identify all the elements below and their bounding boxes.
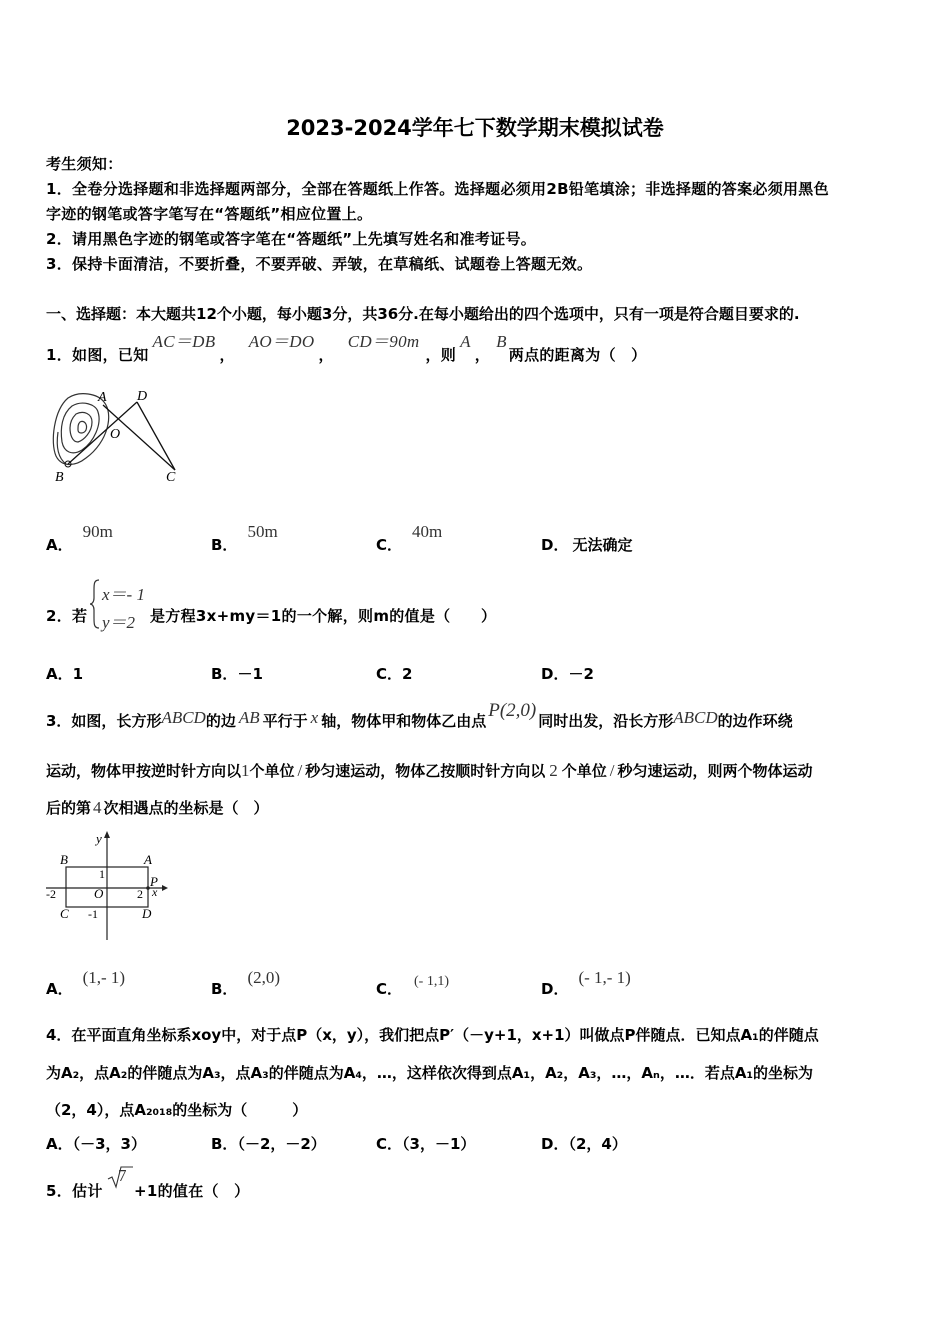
q3-text: 秒匀速运动，物体乙按顺时针方向以 [305,762,546,780]
q3-text: 同时出发，沿长方形 [538,712,674,730]
option-label: B． [211,536,238,554]
q4-option-b[interactable] [211,1133,326,1154]
q1-sep: ，则 [425,346,457,364]
q3-option-a[interactable] [46,968,126,999]
q3-figure [44,826,169,944]
option-value: (- 1,1) [414,974,450,989]
q1-stem [46,332,647,365]
fig-label-o: O [94,886,104,901]
option-label: B． [211,980,238,998]
q1-option-a[interactable] [46,522,113,555]
q2-system-line1: x＝- 1 [102,585,145,604]
option-value: －1 [237,665,263,683]
notice-item: 2．请用黑色字迹的钢笔或答字笔在“答题纸”上先填写姓名和准考证号。 [46,230,537,248]
q3-math: AB [238,708,260,727]
q1-suffix: 两点的距离为（ ） [508,346,647,364]
fig-label-a: A [144,852,152,867]
q1-sep: ， [474,346,491,364]
q1-math: B [496,332,507,351]
fig-label-o: O [110,427,121,442]
fig-label-c: C [60,906,69,921]
option-label: B． [211,665,238,683]
q1-option-d[interactable] [541,534,632,555]
q5-prefix: 5．估计 [46,1182,103,1200]
option-label: A． [46,665,73,683]
fig-label-b: B [55,470,64,485]
option-value: 1 [72,665,84,683]
q3-math: ABCD [673,708,718,727]
fig-label-b: B [60,852,68,867]
q5-suffix: +1的值在（ ） [134,1182,250,1200]
q3-text: 平行于 [262,712,308,730]
q1-option-b[interactable] [211,522,278,555]
q3-line1 [46,700,793,732]
q3-line3 [46,797,269,818]
q2-suffix: 是方程3x+my＝1的一个解，则m的值是（ ） [150,607,497,625]
x-axis-arrow-icon [162,885,168,891]
q1-math: A [460,332,471,351]
q2-option-c[interactable] [376,663,412,684]
option-label: B． [211,1135,238,1153]
q4-line: 4．在平面直角坐标系xoy中，对于点P（x，y），我们把点P′（－y+1，x+1）叫做点P伴随点．已知点A₁的伴随点 [46,1026,819,1044]
q3-text: 的边 [205,712,236,730]
option-label: D． [541,980,569,998]
option-label: A． [46,1135,73,1153]
q1-math: AO＝DO [248,332,315,351]
option-value: 40m [412,522,443,541]
option-value: 50m [247,522,278,541]
q2-system-line2: y＝2 [102,613,136,632]
option-value: （－3，3） [72,1135,146,1153]
fig-label-a: A [98,390,107,405]
q3-option-b[interactable] [211,968,281,999]
option-label: A． [46,980,73,998]
q1-sep: ， [318,346,334,364]
q3-option-c[interactable] [376,974,450,999]
fig-label-y: y [96,831,102,846]
q3-text: 3．如图，长方形 [46,712,162,730]
notice-heading: 考生须知： [46,155,123,173]
q3-line2 [46,760,813,781]
option-label: C． [376,536,403,554]
option-value: （2，4） [568,1135,627,1153]
option-label: C． [376,1135,403,1153]
section-heading: 一、选择题：本大题共12个小题，每小题3分，共36分.在每小题给出的四个选项中，只有一项是符合题目要求的. [46,305,800,323]
q2-option-b[interactable] [211,663,263,684]
option-label: A． [46,536,73,554]
q1-figure [48,384,198,489]
q3-math: / [609,761,615,780]
q5-radicand: 7 [118,1166,127,1185]
q3-text: 个单位 [249,762,295,780]
q3-text: 运动，物体甲按逆时针方向以 [46,762,242,780]
notice-item: 1．全卷分选择题和非选择题两部分，全部在答题纸上作答。选择题必须用2B铅笔填涂；非选择题的答案必须用黑色 [46,180,829,198]
fig-tick-neg2: -2 [46,887,56,901]
option-value: 2 [402,665,413,683]
q1-prefix: 1．如图，已知 [46,346,149,364]
option-label: D． [541,536,569,554]
fig-tick-1: 1 [99,867,105,881]
page-title: 2023-2024学年七下数学期末模拟试卷 [286,116,664,140]
fig-label-c: C [166,470,176,485]
q4-option-a[interactable] [46,1133,146,1154]
q2-prefix: 2．若 [46,607,88,625]
q3-math: P(2,0) [488,700,537,721]
option-label: D． [541,1135,569,1153]
q2-option-a[interactable] [46,663,83,684]
fig-label-d: D [137,389,148,404]
q1-math: CD＝90m [347,332,420,351]
q3-math: ABCD [161,708,206,727]
fig-label-p: P [150,874,158,889]
q4-option-d[interactable] [541,1133,627,1154]
q3-math: 1 [241,761,250,780]
fig-label-d: D [142,906,152,921]
notice-item: 字迹的钢笔或答字笔写在“答题纸”相应位置上。 [46,205,373,223]
brace-icon [88,578,102,630]
option-label: C． [376,980,403,998]
fig-tick-2: 2 [137,887,143,901]
fig-tick-neg1: -1 [88,907,98,921]
q3-math: / [297,761,303,780]
option-value: （3，－1） [402,1135,476,1153]
option-value: (1,- 1) [82,968,126,987]
q3-option-d[interactable] [541,968,631,999]
notice-item: 3．保持卡面清洁，不要折叠，不要弄破、弄皱，在草稿纸、试题卷上答题无效。 [46,255,593,273]
option-value: 无法确定 [572,536,633,554]
q3-text: 个单位 [561,762,607,780]
option-value: （－2，－2） [237,1135,326,1153]
q3-text: 秒匀速运动，则两个物体运动 [617,762,813,780]
q3-text: 的边作环绕 [717,712,793,730]
q3-math: x [310,708,319,727]
option-label: D． [541,665,569,683]
q3-text: 后的第 [46,799,92,817]
y-axis-arrow-icon [104,831,110,838]
q2-option-d[interactable] [541,663,594,684]
q4-line: （2，4），点A₂₀₁₈的坐标为（ ） [46,1101,308,1119]
q3-math: 4 [93,798,102,817]
q1-sep: ， [219,346,235,364]
q3-math: 2 [549,761,558,780]
q4-option-c[interactable] [376,1133,475,1154]
q3-text: 轴，物体甲和物体乙由点 [321,712,487,730]
option-value: (- 1,- 1) [578,968,631,987]
option-value: (2,0) [247,968,281,987]
q1-math: AC＝DB [152,332,216,351]
q4-line: 为A₂，点A₂的伴随点为A₃，点A₃的伴随点为A₄，…，这样依次得到点A₁，A₂，A₃，…，Aₙ，…．若点A₁的坐标为 [46,1064,814,1082]
option-value: 90m [82,522,113,541]
option-value: －2 [568,665,594,683]
option-label: C． [376,665,403,683]
q1-option-c[interactable] [376,522,443,555]
fig-label-x: x [152,885,158,899]
q3-text: 次相遇点的坐标是（ ） [103,799,269,817]
